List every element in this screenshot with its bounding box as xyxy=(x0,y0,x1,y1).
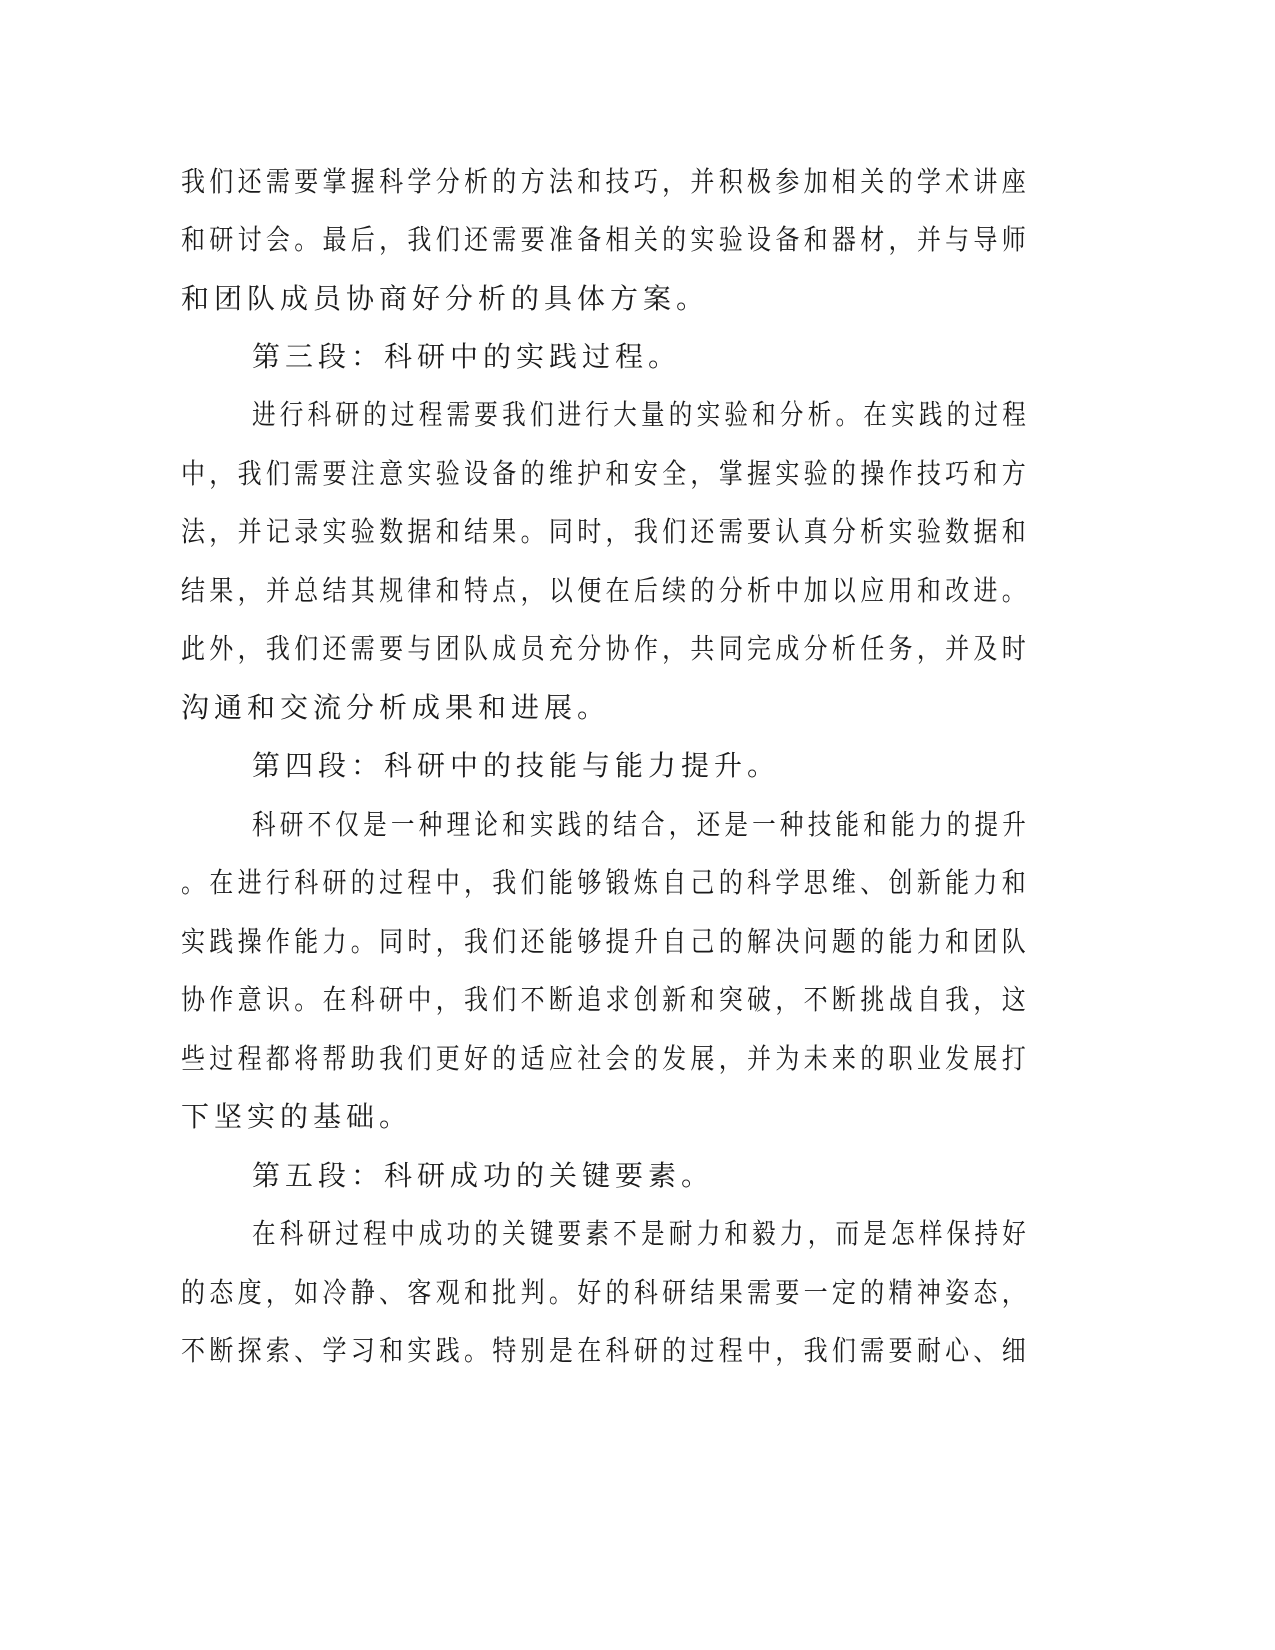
text-line-19: 在科研过程中成功的关键要素不是耐力和毅力，而是怎样保持好 xyxy=(252,1217,1031,1250)
text-line-10: 沟通和交流分析成果和进展。 xyxy=(181,691,611,724)
text-line-17: 下坚实的基础。 xyxy=(181,1100,413,1133)
text-line-8: 结果，并总结其规律和特点，以便在后续的分析中加以应用和改进。 xyxy=(181,574,1031,607)
text-line-5: 进行科研的过程需要我们进行大量的实验和分析。在实践的过程 xyxy=(252,398,1031,431)
section-heading-3: 第三段：科研中的实践过程。 xyxy=(252,340,682,373)
text-line-1: 我们还需要掌握科学分析的方法和技巧，并积极参加相关的学术讲座 xyxy=(181,165,1031,198)
text-line-14: 实践操作能力。同时，我们还能够提升自己的解决问题的能力和团队 xyxy=(181,925,1031,958)
text-line-13: 。在进行科研的过程中，我们能够锻炼自己的科学思维、创新能力和 xyxy=(181,866,1031,899)
text-line-3: 和团队成员协商好分析的具体方案。 xyxy=(181,282,710,315)
section-heading-4: 第四段：科研中的技能与能力提升。 xyxy=(252,749,781,782)
text-line-15: 协作意识。在科研中，我们不断追求创新和突破，不断挑战自我，这 xyxy=(181,983,1031,1016)
text-line-9: 此外，我们还需要与团队成员充分协作，共同完成分析任务，并及时 xyxy=(181,632,1031,665)
text-line-16: 些过程都将帮助我们更好的适应社会的发展，并为未来的职业发展打 xyxy=(181,1042,1031,1075)
text-line-21: 不断探索、学习和实践。特别是在科研的过程中，我们需要耐心、细 xyxy=(181,1334,1031,1367)
text-line-7: 法，并记录实验数据和结果。同时，我们还需要认真分析实验数据和 xyxy=(181,515,1031,548)
section-heading-5: 第五段：科研成功的关键要素。 xyxy=(252,1159,715,1192)
text-line-12: 科研不仅是一种理论和实践的结合，还是一种技能和能力的提升 xyxy=(252,808,1031,841)
text-line-2: 和研讨会。最后，我们还需要准备相关的实验设备和器材，并与导师 xyxy=(181,223,1031,256)
text-line-20: 的态度，如冷静、客观和批判。好的科研结果需要一定的精神姿态， xyxy=(181,1276,1031,1309)
text-line-6: 中，我们需要注意实验设备的维护和安全，掌握实验的操作技巧和方 xyxy=(181,457,1031,490)
